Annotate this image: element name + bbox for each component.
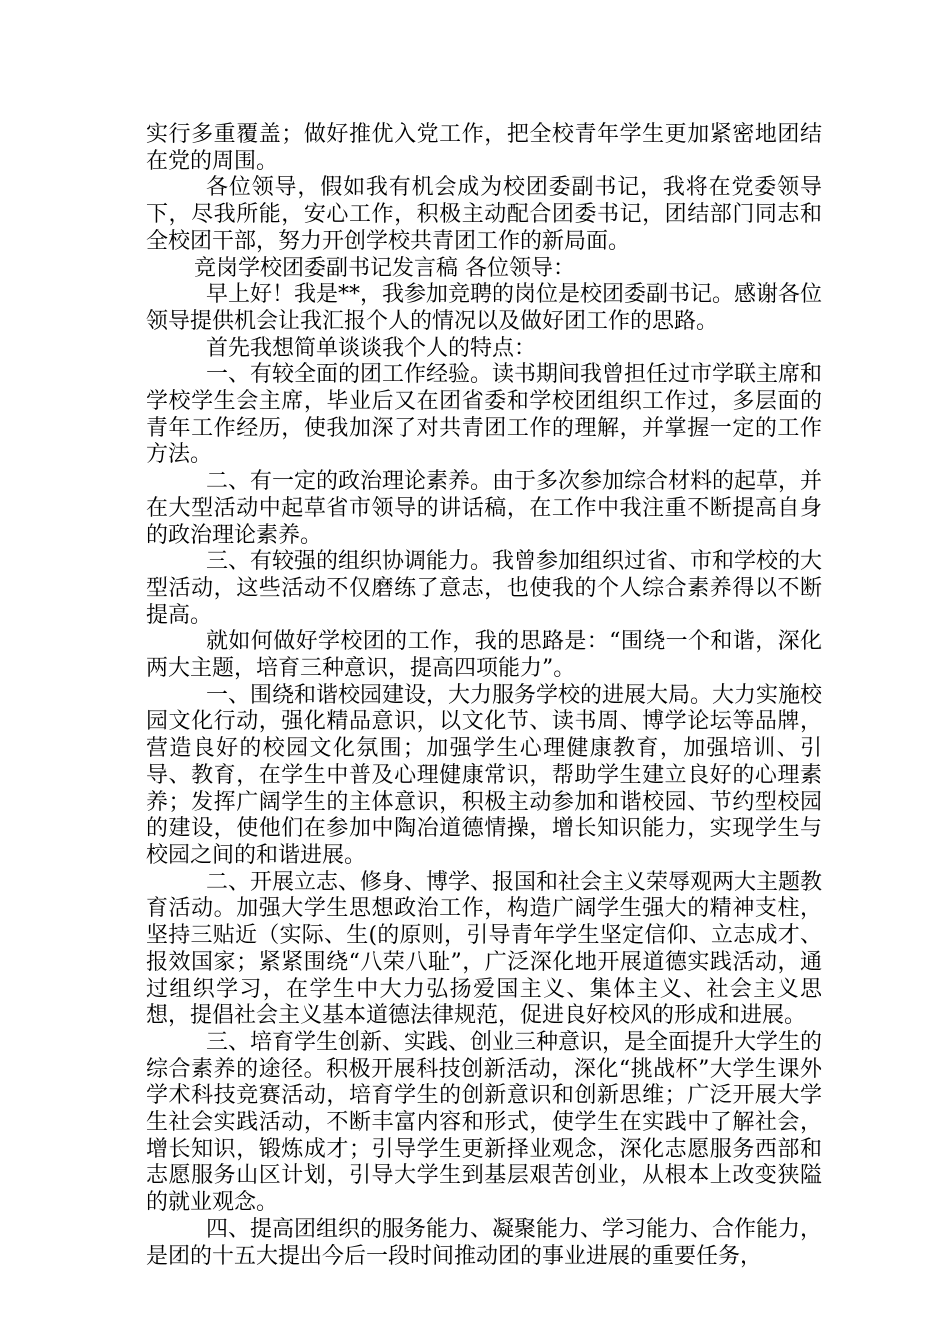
paragraph-trait-2: 二、有一定的政治理论素养。由于多次参加综合材料的起草，并在大型活动中起草省市领导的讲话稿，在工作中我注重不断提高自身的政治理论素养。 — [146, 469, 823, 548]
paragraph-plan-4: 四、提高团组织的服务能力、凝聚能力、学习能力、合作能力，是团的十五大提出今后一段时间推动团的事业进展的重要任务， — [146, 1216, 823, 1269]
document-body — [146, 122, 822, 1270]
paragraph-1: 实行多重覆盖；做好推优入党工作，把全校青年学生更加紧密地团结在党的周围。 — [146, 122, 822, 174]
paragraph-plan-1: 一、围绕和谐校园建设，大力服务学校的进展大局。大力实施校园文化行动，强化精品意识，以文化节、读书周、博学论坛等品牌，营造良好的校园文化氛围；加强学生心理健康教育，加强培训、引导、教育，在学生中普及心理健康常识，帮助学生建立良好的心理素养；发挥广阔学生的主体意识，积极主动参加和谐校园、节约型校园的建设，使他们在参加中陶冶道德情操，增长知识能力，实现学生与校园之间的和谐进展。 — [146, 682, 823, 868]
speech-title-line: 竞岗学校团委副书记发言稿 各位领导： — [194, 255, 575, 281]
paragraph-intro: 首先我想简单谈谈我个人的特点： — [206, 335, 537, 361]
paragraph-trait-1: 一、有较全面的团工作经验。读书期间我曾担任过市学联主席和学校学生会主席，毕业后又在团省委和学校团组织工作过，多层面的青年工作经历，使我加深了对共青团工作的理解，并掌握一定的工作方法。 — [146, 362, 823, 468]
paragraph-plan-3: 三、培育学生创新、实践、创业三种意识，是全面提升大学生的综合素养的途径。积极开展科技创新活动，深化“挑战杯”大学生课外学术科技竞赛活动，培育学生的创新意识和创新思维；广泛开展大学生社会实践活动，不断丰富内容和形式，使学生在实践中了解社会，增长知识，锻炼成才；引导学生更新择业观念，深化志愿服务西部和志愿服务山区计划，引导大学生到基层艰苦创业，从根本上改变狭隘的就业观念。 — [146, 1029, 823, 1216]
paragraph-plan-intro: 就如何做好学校团的工作，我的思路是：“围绕一个和谐，深化两大主题，培育三种意识，提高四项能力”。 — [146, 629, 822, 682]
paragraph-greeting: 早上好！我是**，我参加竞聘的岗位是校团委副书记。感谢各位领导提供机会让我汇报个人的情况以及做好团工作的思路。 — [146, 282, 823, 334]
paragraph-trait-3: 三、有较强的组织协调能力。我曾参加组织过省、市和学校的大型活动，这些活动不仅磨练了意志，也使我的个人综合素养得以不断提高。 — [146, 549, 823, 628]
paragraph-2: 各位领导，假如我有机会成为校团委副书记，我将在党委领导下，尽我所能，安心工作，积极主动配合团委书记，团结部门同志和全校团干部，努力开创学校共青团工作的新局面。 — [146, 175, 822, 254]
paragraph-plan-2: 二、开展立志、修身、博学、报国和社会主义荣辱观两大主题教育活动。加强大学生思想政治工作，构造广阔学生强大的精神支柱，坚持三贴近（实际、生(的原则，引导青年学生坚定信仰、立志成才、报效国家；紧紧围绕“八荣八耻”，广泛深化地开展道德实践活动，通过组织学习，在学生中大力弘扬爱国主义、集体主义、社会主义思想，提倡社会主义基本道德法律规范，促进良好校风的形成和进展。 — [146, 869, 823, 1029]
